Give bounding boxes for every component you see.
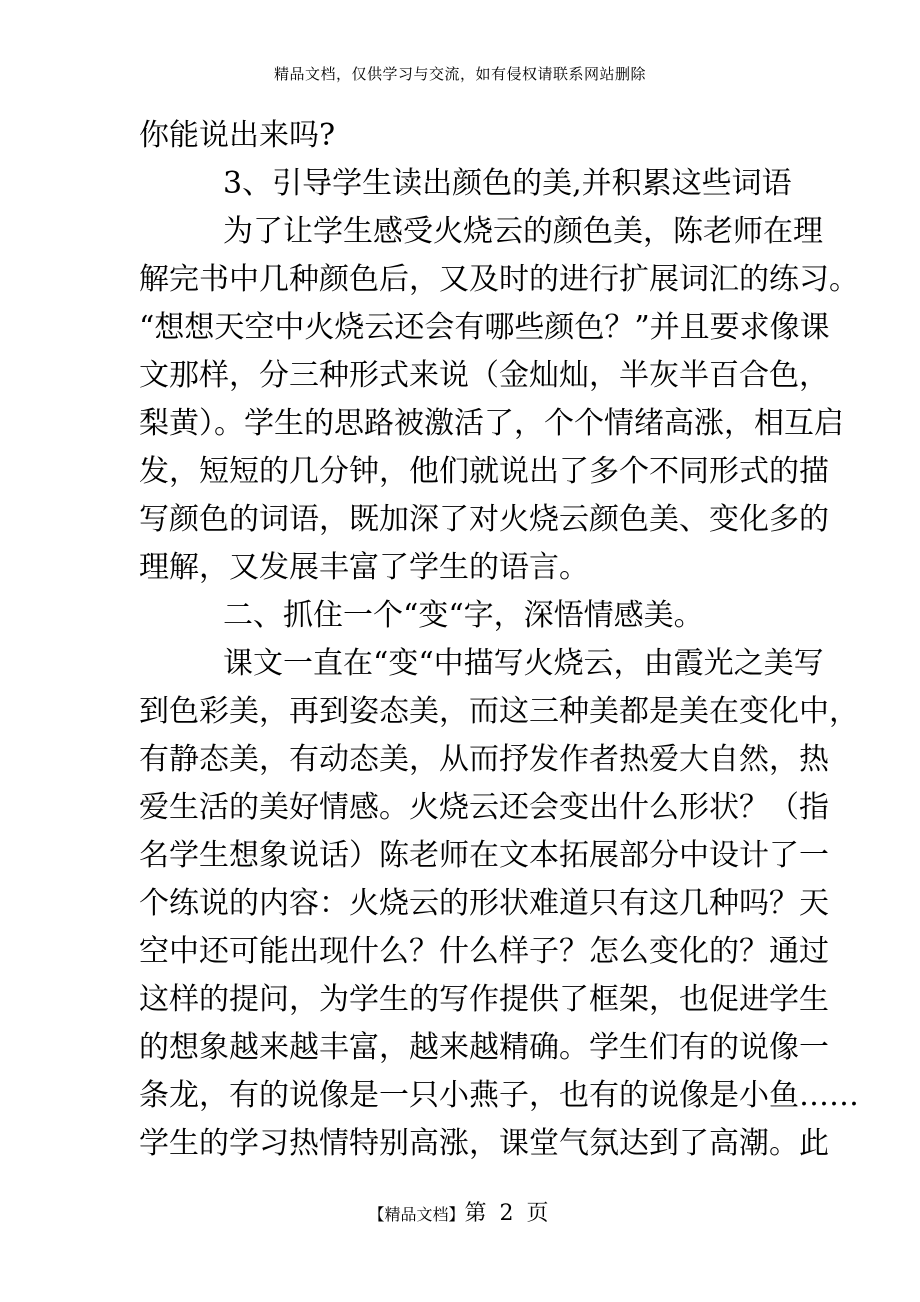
text-line: 解完书中几种颜色后，又及时的进行扩展词汇的练习。 xyxy=(139,262,859,297)
body-text xyxy=(139,112,859,1168)
section-heading: 二、抓住一个“变“字，深悟情感美。 xyxy=(223,598,704,633)
text-line: “想想天空中火烧云还会有哪些颜色？”并且要求像课 xyxy=(139,310,830,345)
text-line: 个练说的内容：火烧云的形状难道只有这几种吗？天 xyxy=(139,886,829,921)
page-number: 第 2 页 xyxy=(464,1201,552,1226)
text-line: 文那样，分三种形式来说（金灿灿，半灰半百合色， xyxy=(139,358,829,393)
text-line: 名学生想象说话）陈老师在文本拓展部分中设计了一 xyxy=(139,838,829,873)
text-line: 到色彩美，再到姿态美，而这三种美都是美在变化中， xyxy=(139,694,859,729)
text-line: 爱生活的美好情感。火烧云还会变出什么形状？（指 xyxy=(139,790,829,825)
text-line: 发，短短的几分钟，他们就说出了多个不同形式的描 xyxy=(139,454,829,489)
page-header: 精品文档，仅供学习与交流，如有侵权请联系网站删除 xyxy=(273,65,646,83)
section-heading: 3、引导学生读出颜色的美,并积累这些词语 xyxy=(223,166,792,201)
text-line: 梨黄）。学生的思路被激活了，个个情绪高涨，相互启 xyxy=(139,406,844,441)
footer-tag: 【精品文档】 xyxy=(368,1205,465,1224)
text-line: 的想象越来越丰富，越来越精确。学生们有的说像一 xyxy=(139,1030,829,1065)
page-footer xyxy=(0,1196,920,1227)
text-line: 条龙，有的说像是一只小燕子，也有的说像是小鱼…… xyxy=(139,1078,859,1113)
text-line: 你能说出来吗? xyxy=(139,118,336,153)
text-line: 理解，又发展丰富了学生的语言。 xyxy=(139,550,589,585)
text-line: 有静态美，有动态美，从而抒发作者热爱大自然，热 xyxy=(139,742,829,777)
text-line: 课文一直在“变“中描写火烧云，由霞光之美写 xyxy=(223,646,824,681)
text-line: 这样的提问，为学生的写作提供了框架，也促进学生 xyxy=(139,982,829,1017)
text-line: 为了让学生感受火烧云的颜色美，陈老师在理 xyxy=(223,214,823,249)
text-line: 写颜色的词语，既加深了对火烧云颜色美、变化多的 xyxy=(139,502,829,537)
text-line: 学生的学习热情特别高涨，课堂气氛达到了高潮。此 xyxy=(139,1126,829,1161)
text-line: 空中还可能出现什么？什么样子？怎么变化的？通过 xyxy=(139,934,829,969)
